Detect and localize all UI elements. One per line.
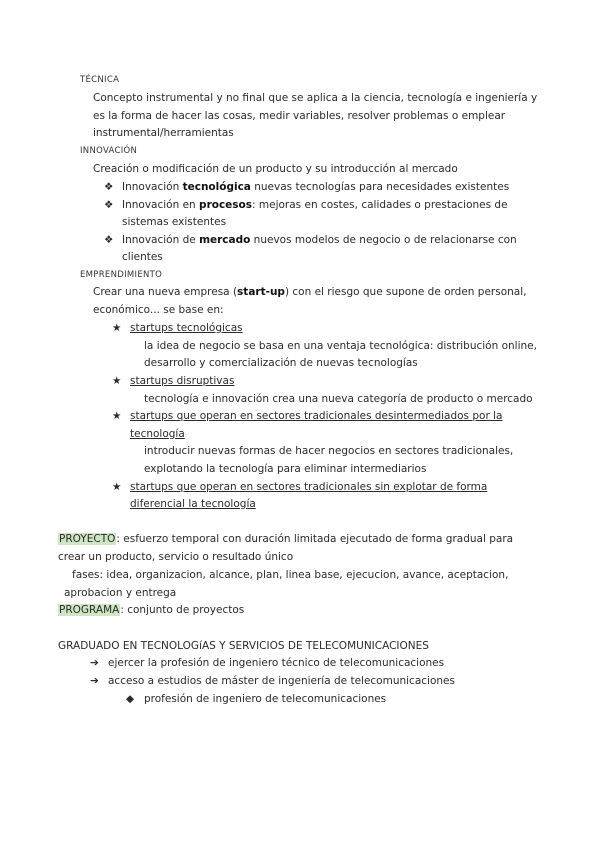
startup-desc: explotando la tecnología para eliminar intermediarios: [144, 463, 427, 475]
list-item-continuation: sistemas existentes: [122, 216, 227, 228]
list-item: ❖ Innovación de mercado nuevos modelos de negocio o de relacionarse con: [104, 234, 517, 246]
star-bullet-icon: ★: [112, 410, 122, 422]
programa-definition: PROGRAMA: conjunto de proyectos: [59, 604, 245, 616]
list-item: ❖ Innovación tecnológica nuevas tecnologías para necesidades existentes: [104, 181, 510, 193]
paragraph-line: crear un producto, servicio o resultado único: [58, 551, 294, 563]
paragraph-line: es la forma de hacer las cosas, medir variables, resolver problemas o emplear: [93, 110, 506, 122]
paragraph-line: económico... se base en:: [93, 304, 224, 316]
sub-item: ◆ profesión de ingeniero de telecomunicaciones: [126, 693, 387, 705]
star-bullet-icon: ★: [112, 375, 122, 387]
programa-label: PROGRAMA: [59, 604, 120, 616]
startup-desc: la idea de negocio se basa en una ventaja tecnológica: distribución online,: [144, 340, 537, 352]
startup-item: ★ startups que operan en sectores tradicionales desintermediados por la: [112, 410, 503, 422]
star-bullet-icon: ★: [112, 481, 122, 493]
startup-title-continuation: diferencial la tecnología: [130, 498, 256, 510]
section-heading-tecnica: TÉCNICA: [80, 75, 120, 85]
startup-item: ★ startups tecnológicas: [112, 322, 243, 334]
proyecto-label: PROYECTO: [59, 533, 116, 545]
list-item-continuation: clientes: [122, 251, 163, 263]
arrow-right-icon: ➔: [90, 657, 99, 669]
paragraph-line: Creación o modificación de un producto y su introducción al mercado: [93, 163, 458, 175]
startup-desc: introducir nuevas formas de hacer negocios en sectores tradicionales,: [144, 445, 514, 457]
startup-item: ★ startups que operan en sectores tradicionales sin explotar de forma: [112, 481, 488, 493]
paragraph-line: Concepto instrumental y no final que se aplica a la ciencia, tecnología e ingeniería y: [93, 92, 538, 104]
arrow-item: ➔ ejercer la profesión de ingeniero técnico de telecomunicaciones: [90, 657, 445, 669]
arrow-right-icon: ➔: [90, 675, 99, 687]
startup-desc: desarrollo y comercialización de nuevas tecnologías: [144, 357, 418, 369]
diamond-bullet-icon: ❖: [104, 199, 114, 211]
diamond-bullet-icon: ❖: [104, 234, 114, 246]
startup-item: ★ startups disruptivas: [112, 375, 235, 387]
proyecto-definition: PROYECTO: esfuerzo temporal con duración limitada ejecutado de forma gradual para: [59, 533, 514, 545]
arrow-item: ➔ acceso a estudios de máster de ingeniería de telecomunicaciones: [90, 675, 455, 687]
list-item: ❖ Innovación en procesos: mejoras en costes, calidades o prestaciones de: [104, 199, 508, 211]
paragraph-line: Crear una nueva empresa (start-up) con el riesgo que supone de orden personal,: [93, 286, 527, 298]
proyecto-fases: fases: idea, organizacion, alcance, plan, linea base, ejecucion, avance, aceptacion,: [72, 569, 509, 581]
star-bullet-icon: ★: [112, 322, 122, 334]
startup-desc: tecnología e innovación crea una nueva categoría de producto o mercado: [144, 393, 533, 405]
diamond-bullet-icon: ❖: [104, 181, 114, 193]
proyecto-fases: aprobacion y entrega: [64, 587, 177, 599]
paragraph-line: instrumental/herramientas: [93, 127, 234, 139]
graduado-heading: GRADUADO EN TECNOLOGíAS Y SERVICIOS DE TELECOMUNICACIONES: [58, 640, 429, 652]
section-heading-innovacion: INNOVACIÓN: [80, 146, 138, 156]
section-heading-emprendimiento: EMPRENDIMIENTO: [80, 270, 163, 280]
diamond-icon: ◆: [126, 693, 135, 705]
startup-title-continuation: tecnología: [130, 428, 185, 440]
